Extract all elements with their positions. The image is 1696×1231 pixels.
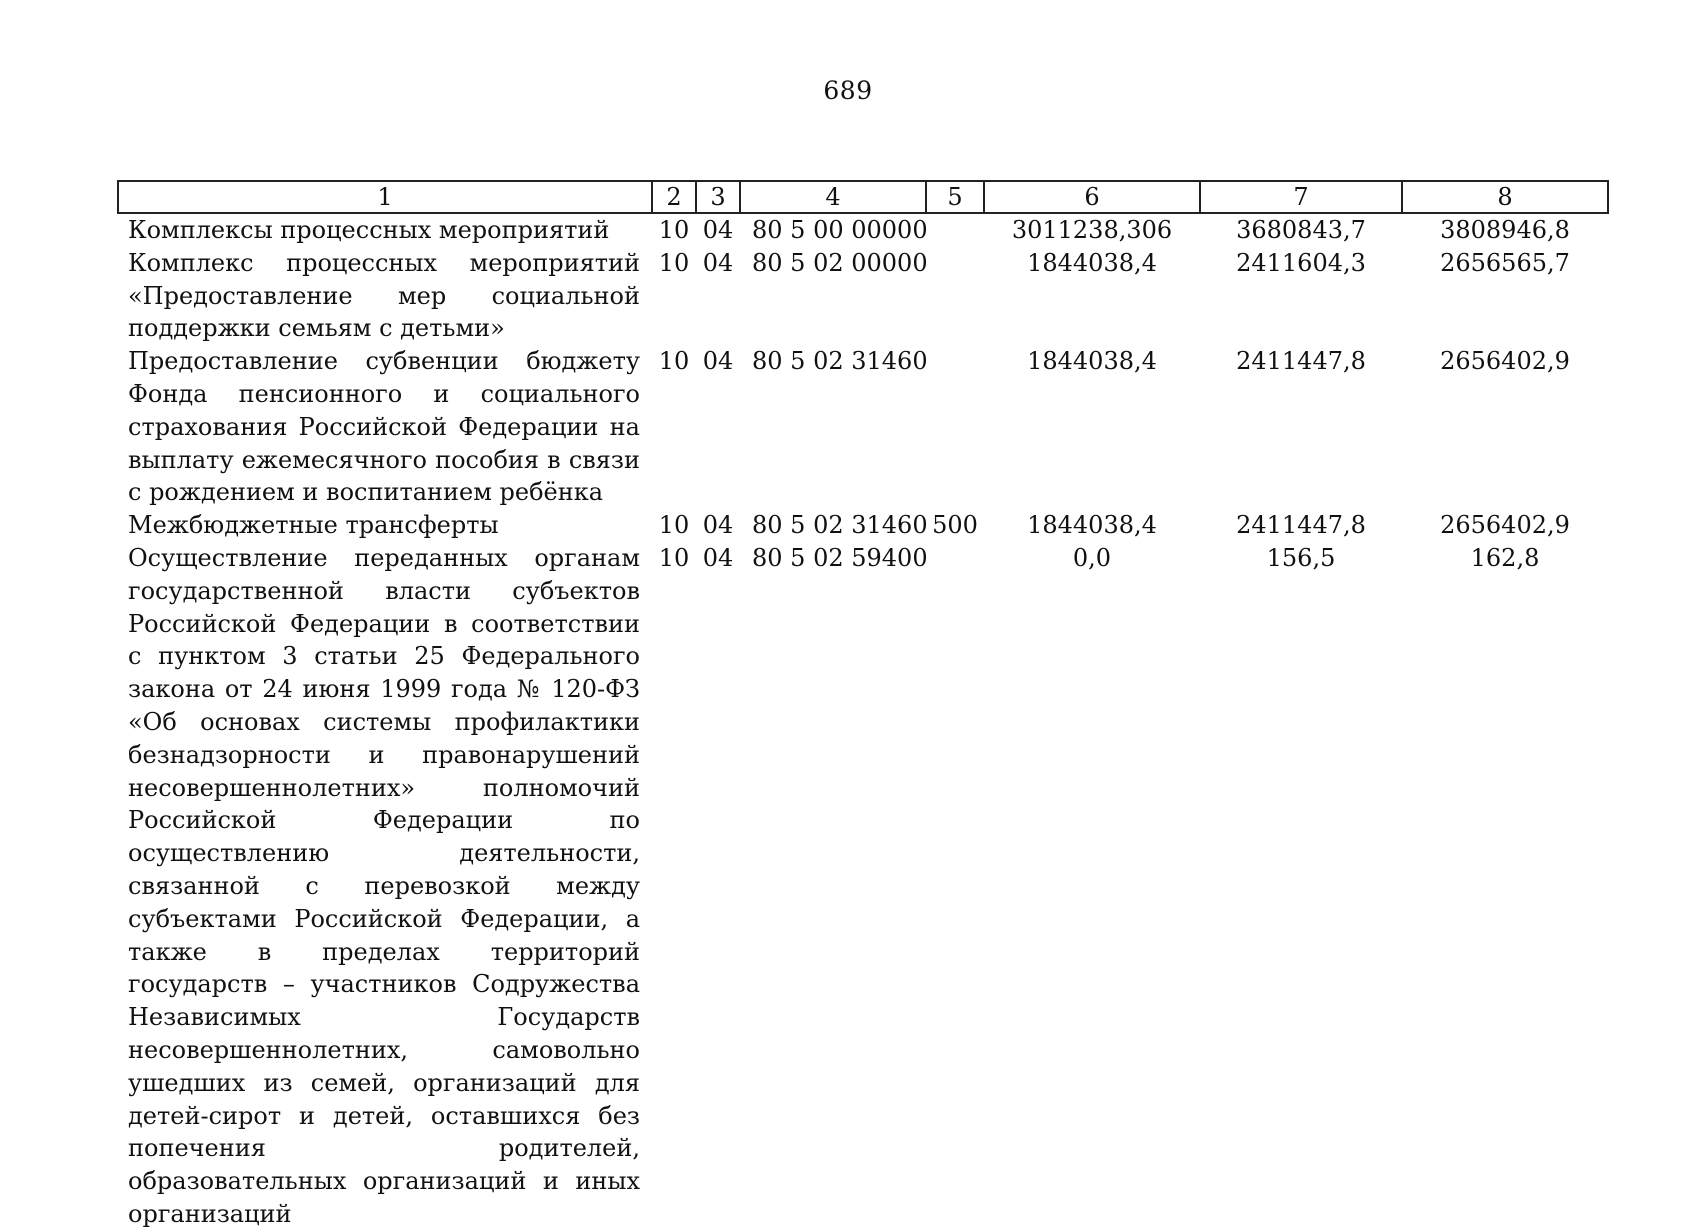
- column-header-6: 6: [984, 181, 1200, 213]
- row-year1-amount: 0,0: [1072, 543, 1112, 572]
- row-name: Осуществление переданных органам государственной власти субъектов Российской Федерации в соответствии с пунктом 3 статьи 25 Федерального закона от 24 июня 1999 года № 120-ФЗ «Об основах системы профилактики безнадзорности и правонарушений несовершеннолетних» полномочий Российской Федерации по осуществлению деятельности, связанной с перевозкой между субъектами Российской Федерации, а также в пределах территорий государств – участников Содружества Независимых Государств несовершеннолетних, самовольно ушедших из семей, организаций для детей-сирот и детей, оставшихся без попечения родителей, образовательных организаций и иных организаций: [128, 543, 640, 1228]
- column-header-4: 4: [740, 181, 926, 213]
- row-expense-type: 500: [932, 511, 978, 540]
- row-target-article: 80 5 02 31460: [752, 347, 928, 376]
- header-row: [118, 181, 1608, 213]
- row-year3-amount: 2656402,9: [1440, 511, 1570, 540]
- row-year3-amount: 2656565,7: [1440, 248, 1570, 277]
- row-year3-amount: 2656402,9: [1440, 347, 1570, 376]
- row-expense-type: [926, 247, 984, 345]
- column-header-1: 1: [118, 181, 652, 213]
- column-header-3: 3: [696, 181, 740, 213]
- row-subsection: 04: [702, 347, 734, 376]
- row-year1-amount: 3011238,306: [1011, 216, 1173, 244]
- row-expense-type: [926, 345, 984, 509]
- row-year1-amount: 1844038,4: [1027, 248, 1157, 277]
- row-year3-amount: 3808946,8: [1440, 216, 1570, 244]
- row-target-article: 80 5 00 00000: [752, 216, 928, 244]
- table-row: [118, 509, 1608, 542]
- column-header-2: 2: [652, 181, 696, 213]
- column-header-5: 5: [926, 181, 984, 213]
- row-expense-type: [926, 542, 984, 1231]
- row-section: 10: [658, 543, 690, 572]
- budget-table: [117, 180, 1609, 1231]
- row-year2-amount: 2411604,3: [1236, 248, 1366, 277]
- row-name: Комплекс процессных мероприятий «Предоставление мер социальной поддержки семьям с детьми»: [128, 248, 640, 343]
- row-subsection: 04: [702, 511, 734, 540]
- row-name: Комплексы процессных мероприятий: [128, 216, 610, 244]
- row-target-article: 80 5 02 00000: [752, 248, 928, 277]
- column-header-7: 7: [1200, 181, 1402, 213]
- row-name: Предоставление субвенции бюджету Фонда пенсионного и социального страхования Российской Федерации на выплату ежемесячного пособия в связи с рождением и воспитанием ребёнка: [128, 347, 640, 507]
- column-header-8: 8: [1402, 181, 1608, 213]
- page-number: 689: [823, 76, 873, 105]
- row-year1-amount: 1844038,4: [1027, 347, 1157, 376]
- row-year2-amount: 3680843,7: [1236, 216, 1366, 244]
- row-expense-type: [926, 213, 984, 247]
- row-year2-amount: 2411447,8: [1236, 347, 1366, 376]
- row-section: 10: [658, 248, 690, 277]
- table-row: [118, 542, 1608, 1231]
- row-year3-amount: 162,8: [1470, 543, 1540, 572]
- row-section: 10: [658, 216, 690, 244]
- row-year2-amount: 2411447,8: [1236, 511, 1366, 540]
- row-target-article: 80 5 02 59400: [752, 543, 928, 572]
- row-name: Межбюджетные трансферты: [128, 511, 499, 540]
- table-row: [118, 345, 1608, 509]
- row-subsection: 04: [702, 543, 734, 572]
- row-section: 10: [658, 347, 690, 376]
- row-subsection: 04: [702, 216, 734, 244]
- table-row: [118, 247, 1608, 345]
- table-row: [118, 213, 1608, 247]
- row-year2-amount: 156,5: [1266, 543, 1336, 572]
- row-section: 10: [658, 511, 690, 540]
- row-target-article: 80 5 02 31460: [752, 511, 928, 540]
- row-year1-amount: 1844038,4: [1027, 511, 1157, 540]
- row-subsection: 04: [702, 248, 734, 277]
